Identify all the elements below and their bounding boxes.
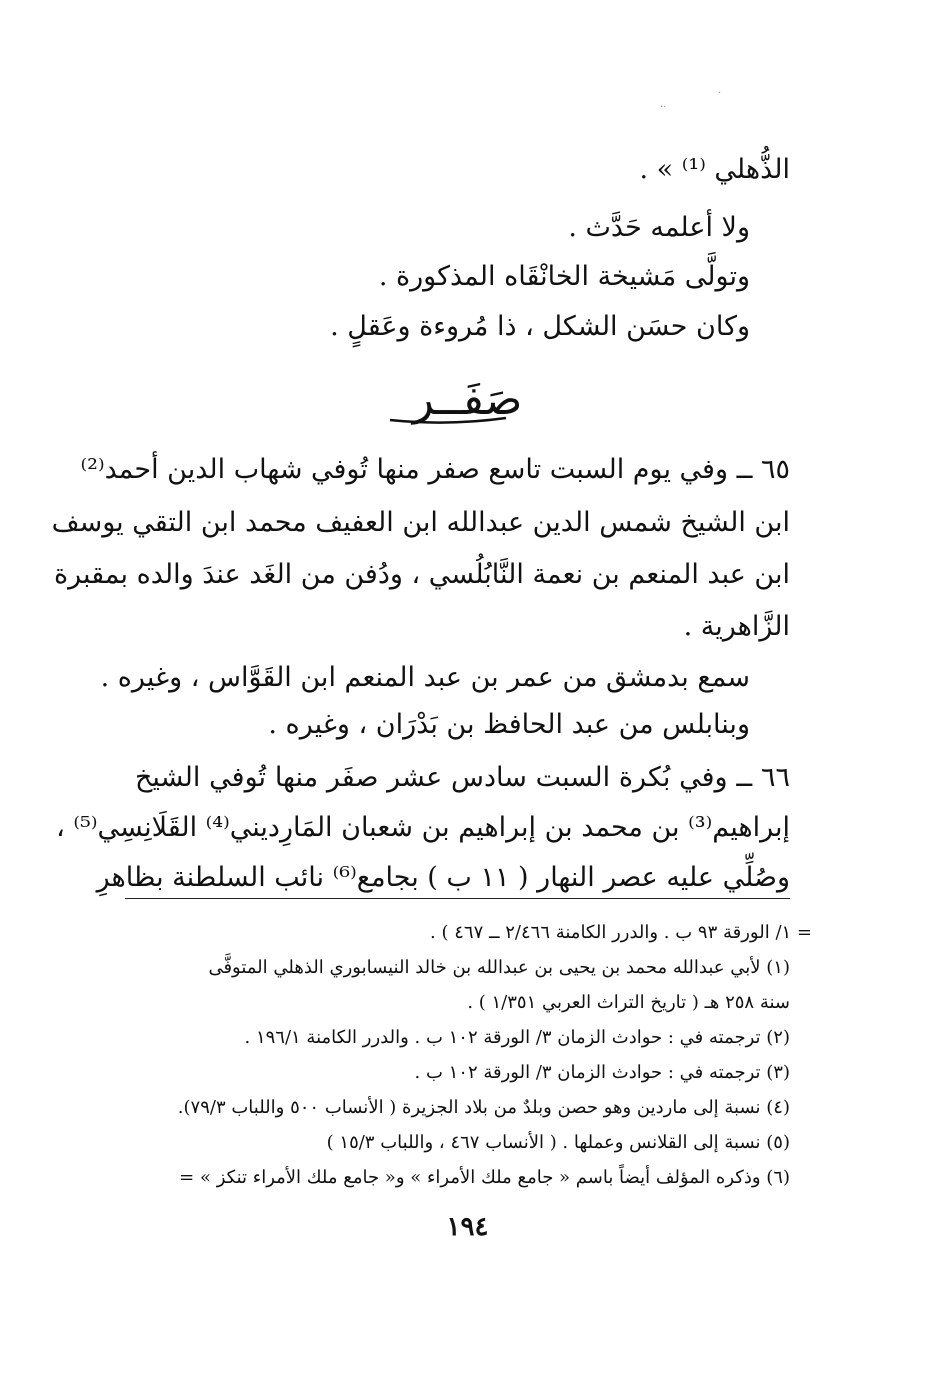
text-line: ولا أعلمه حَدَّث . — [568, 212, 750, 243]
scan-speck: ·· — [660, 102, 667, 113]
entry-65-line: الزَّاهرية . — [683, 611, 790, 642]
entry-65-line: ٦٥ ــ وفي يوم السبت تاسع صفر منها تُوفي شهاب الدين أحمد⁽²⁾ — [80, 454, 790, 485]
text-line: وتولَّى مَشيخة الخانْقَاه المذكورة . — [378, 261, 750, 292]
entry-66-line: إبراهيم⁽³⁾ بن محمد بن إبراهيم بن شعبان المَارِديني⁽⁴⁾ القَلَانِسِي⁽⁵⁾ ، — [56, 812, 790, 843]
footnote: سنة ٢٥٨ هـ ( تاريخ التراث العربي ١/٣٥١ ) . — [467, 992, 790, 1013]
footnote: (٣) ترجمته في : حوادث الزمان ٣/ الورقة ١٠٢ ب . — [414, 1062, 790, 1083]
heading-flourish — [388, 400, 508, 424]
section-heading: صَفَــر — [412, 374, 523, 425]
footnote: (٤) نسبة إلى ماردين وهو حصن وبلدٌ من بلاد الجزيرة ( الأنساب ٥٠٠ واللباب ٧٩/٣). — [177, 1097, 790, 1118]
entry-65-line: ابن عبد المنعم بن نعمة النَّابُلُسي ، ودُفن من الغَد عندَ والده بمقبرة — [54, 559, 790, 590]
text-line: وكان حسَن الشكل ، ذا مُروءة وعَقلٍ . — [330, 311, 750, 342]
footnote: (١) لأبي عبدالله محمد بن يحيى بن عبدالله بن خالد النيسابوري الذهلي المتوفَّى — [208, 957, 790, 978]
footnote: (٥) نسبة إلى القلانس وعملها . ( الأنساب ٤٦٧ ، واللباب ١٥/٣ ) — [326, 1132, 790, 1153]
scan-speck: · — [718, 88, 722, 99]
entry-65-line: وبنابلس من عبد الحافظ بن بَدْرَان ، وغيره . — [268, 709, 750, 740]
entry-65-line: سمع بدمشق من عمر بن عبد المنعم ابن القَوَّاس ، وغيره . — [100, 662, 750, 693]
entry-66-line: ٦٦ ــ وفي بُكرة السبت سادس عشر صفَر منها تُوفي الشيخ — [135, 762, 790, 793]
footnote: = ١/ الورقة ٩٣ ب . والدرر الكامنة ٢/٤٦٦ ــ ٤٦٧ ) . — [430, 922, 812, 943]
page-number: ١٩٤ — [446, 1212, 489, 1242]
footnote: (٢) ترجمته في : حوادث الزمان ٣/ الورقة ١٠٢ ب . والدرر الكامنة ١٩٦/١ . — [244, 1027, 790, 1048]
footnote: (٦) وذكره المؤلف أيضاً باسم « جامع ملك الأمراء » و« جامع ملك الأمراء تنكز » = — [179, 1167, 790, 1188]
text-line: الذُّهلي ⁽¹⁾ » . — [639, 154, 790, 185]
entry-66-line: وصُلِّي عليه عصر النهار ( ١١ ب ) بجامع⁽⁶⁾ نائب السلطنة بظاهرِ — [125, 858, 790, 899]
entry-65-line: ابن الشيخ شمس الدين عبدالله ابن العفيف محمد ابن التقي يوسف — [51, 507, 790, 538]
